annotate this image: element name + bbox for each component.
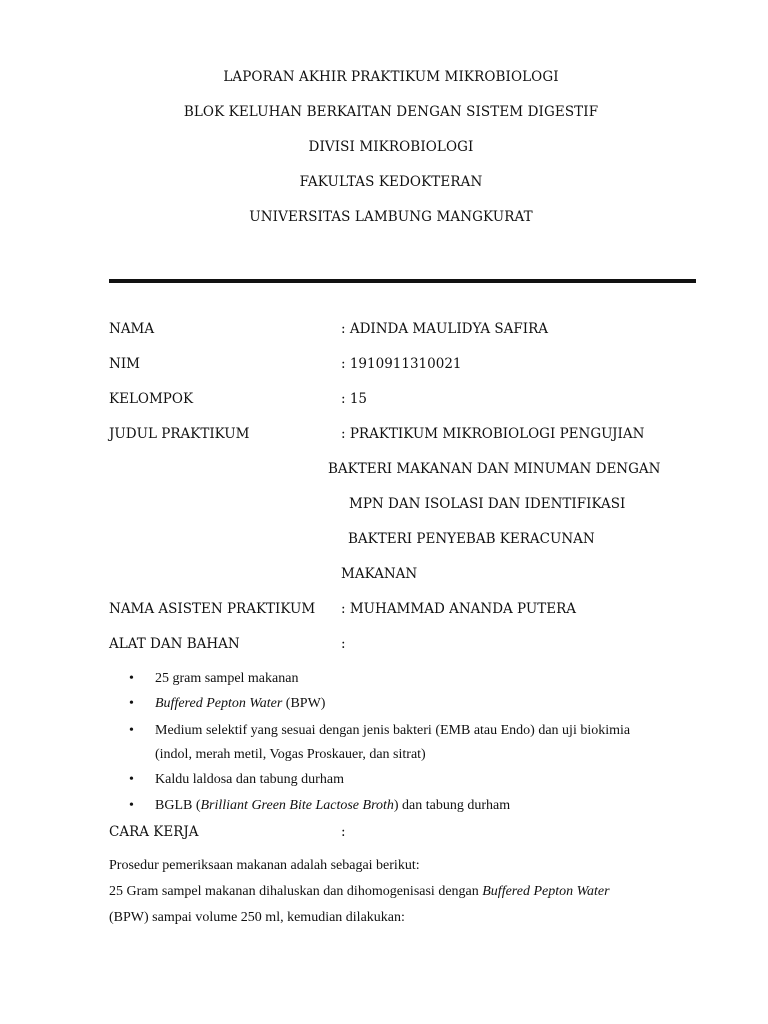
bullet-icon: •	[129, 798, 134, 813]
procedure-paragraph-line: (BPW) sampai volume 250 ml, kemudian dilakukan:	[109, 910, 405, 925]
name-value: : ADINDA MAULIDYA SAFIRA	[341, 321, 549, 337]
report-title: LAPORAN AKHIR PRAKTIKUM MIKROBIOLOGI	[223, 69, 559, 85]
material-item-italic: Buffered Pepton Water	[155, 696, 283, 711]
bullet-icon: •	[129, 671, 134, 686]
material-item-text: ) dan tabung durham	[393, 798, 511, 813]
assistant-value: : MUHAMMAD ANANDA PUTERA	[341, 601, 577, 617]
block-title: BLOK KELUHAN BERKAITAN DENGAN SISTEM DIGESTIF	[183, 104, 599, 120]
nim-value: : 1910911310021	[341, 356, 462, 372]
practicum-title-line: MAKANAN	[341, 566, 418, 582]
bullet-icon: •	[129, 772, 134, 787]
material-item-continuation: (indol, merah metil, Vogas Proskauer, dan sitrat)	[155, 747, 426, 762]
practicum-title-line: BAKTERI PENYEBAB KERACUNAN	[348, 531, 595, 547]
procedure-italic: Buffered Pepton Water	[482, 884, 610, 899]
procedure-paragraph-line	[109, 884, 610, 900]
material-item: Medium selektif yang sesuai dengan jenis bakteri (EMB atau Endo) dan uji biokimia	[155, 723, 631, 738]
materials-colon: :	[341, 636, 346, 652]
procedure-text: 25 Gram sampel makanan dihaluskan dan dihomogenisasi dengan	[109, 884, 483, 899]
material-item-italic: Brilliant Green Bite Lactose Broth	[200, 798, 394, 813]
material-item	[155, 798, 510, 814]
procedure-intro: Prosedur pemeriksaan makanan adalah sebagai berikut:	[109, 858, 420, 873]
faculty-name: FAKULTAS KEDOKTERAN	[299, 174, 483, 190]
material-item-text: (BPW)	[282, 696, 326, 711]
procedure-label: CARA KERJA	[109, 824, 199, 840]
horizontal-divider	[109, 279, 696, 283]
group-label: KELOMPOK	[109, 391, 194, 407]
practicum-title-line: : PRAKTIKUM MIKROBIOLOGI PENGUJIAN	[341, 426, 645, 442]
group-value: : 15	[341, 391, 368, 407]
materials-label: ALAT DAN BAHAN	[109, 636, 240, 652]
procedure-colon: :	[341, 824, 346, 840]
practicum-title-line: BAKTERI MAKANAN DAN MINUMAN DENGAN	[328, 461, 661, 477]
nim-label: NIM	[109, 356, 140, 372]
material-item: 25 gram sampel makanan	[155, 671, 299, 686]
university-name: UNIVERSITAS LAMBUNG MANGKURAT	[249, 209, 533, 225]
division-name: DIVISI MIKROBIOLOGI	[308, 139, 474, 155]
assistant-label: NAMA ASISTEN PRAKTIKUM	[109, 601, 316, 617]
bullet-icon: •	[129, 723, 134, 738]
bullet-icon: •	[129, 696, 134, 711]
practicum-title-label: JUDUL PRAKTIKUM	[109, 426, 250, 442]
name-label: NAMA	[109, 321, 155, 337]
material-item: Kaldu laldosa dan tabung durham	[155, 772, 344, 787]
material-item-text: BGLB (	[155, 798, 201, 813]
practicum-title-line: MPN DAN ISOLASI DAN IDENTIFIKASI	[349, 496, 626, 512]
material-item	[155, 696, 325, 712]
